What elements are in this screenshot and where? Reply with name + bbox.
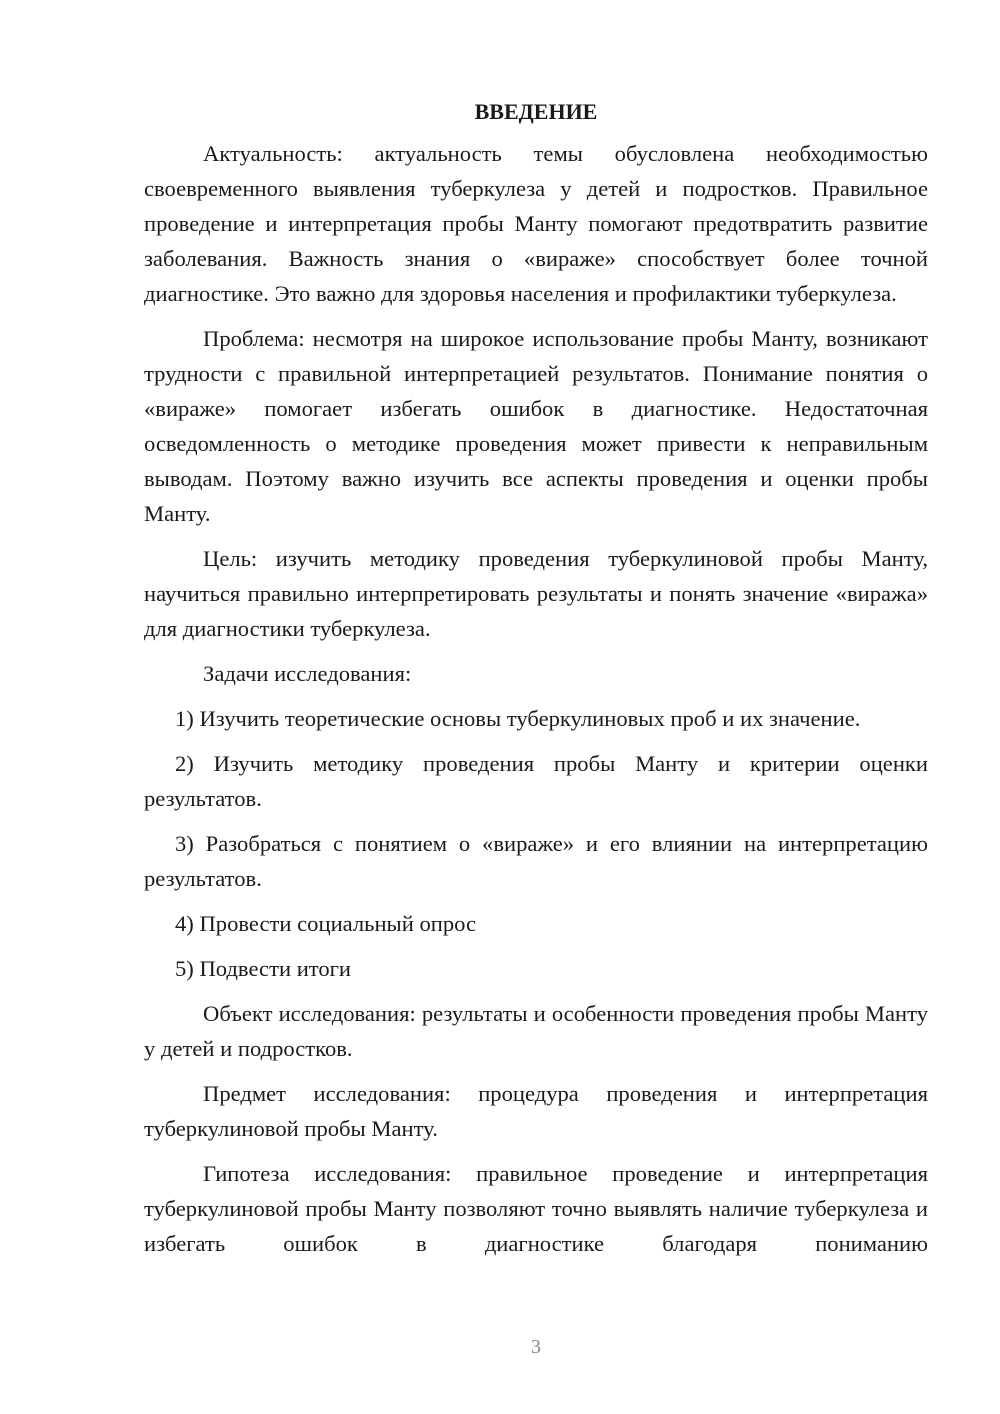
task-item-3: 3) Разобраться с понятием о «вираже» и его влиянии на интерпретацию результатов. — [144, 831, 928, 891]
task-item-4: 4) Провести социальный опрос — [175, 911, 477, 936]
section-heading: ВВЕДЕНИЕ — [474, 99, 598, 124]
paragraph-relevance: Актуальность: актуальность темы обусловлена необходимостью своевременного выявления туберкулеза у детей и подростков. Правильное проведение и интерпретация пробы Манту помогают предотвратить развитие заболевания. Важность знания о «вираже» способствует более точной диагностике. Это важно для здоровья населения и профилактики туберкулеза. — [144, 141, 928, 306]
tasks-title: Задачи исследования: — [203, 661, 412, 686]
task-item-1: 1) Изучить теоретические основы туберкулиновых проб и их значение. — [175, 706, 861, 731]
task-item-5: 5) Подвести итоги — [175, 956, 352, 981]
page-number: 3 — [531, 1336, 541, 1358]
paragraph-goal: Цель: изучить методику проведения туберкулиновой пробы Манту, научиться правильно интерпретировать результаты и понять значение «виража» для диагностики туберкулеза. — [144, 546, 928, 641]
paragraph-subject: Предмет исследования: процедура проведения и интерпретация туберкулиновой пробы Манту. — [144, 1081, 928, 1141]
paragraph-hypothesis: Гипотеза исследования: правильное проведение и интерпретация туберкулиновой пробы Манту позволяют точно выявлять наличие туберкулеза и избегать ошибок в диагностике благодаря пониманию — [144, 1161, 928, 1256]
task-item-2: 2) Изучить методику проведения пробы Манту и критерии оценки результатов. — [144, 751, 928, 811]
paragraph-object: Объект исследования: результаты и особенности проведения пробы Манту у детей и подростков. — [144, 1001, 928, 1061]
page-content — [144, 95, 928, 1261]
paragraph-problem: Проблема: несмотря на широкое использование пробы Манту, возникают трудности с правильной интерпретацией результатов. Понимание понятия о «вираже» помогает избегать ошибок в диагностике. Недостаточная осведомленность о методике проведения может привести к неправильным выводам. Поэтому важно изучить все аспекты проведения и оценки пробы Манту. — [144, 326, 928, 526]
